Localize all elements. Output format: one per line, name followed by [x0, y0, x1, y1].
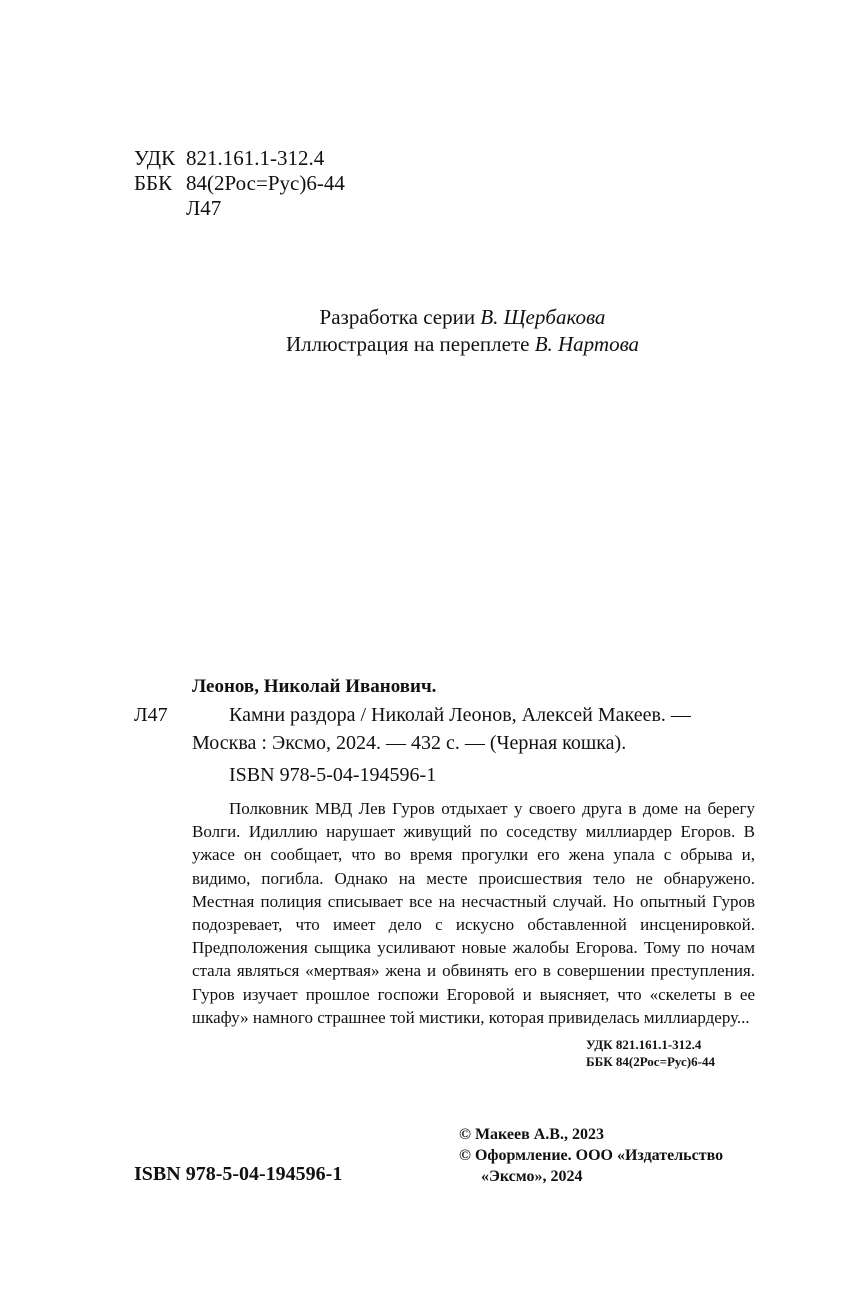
bbk-label: ББК	[134, 171, 173, 195]
udk-small: УДК 821.161.1-312.4	[586, 1037, 702, 1052]
cover-credit-person: В. Нартова	[534, 332, 640, 356]
author-heading: Леонов, Николай Иванович.	[192, 676, 437, 697]
udk-label: УДК	[134, 146, 176, 170]
series-credit-label: Разработка серии	[319, 305, 476, 329]
copyright-publisher	[459, 1166, 582, 1188]
annotation-text: Полковник МВД Лев Гуров отдыхает у своего друга в доме на берегу Волги. Идиллию нарушает живущий по соседству миллиардер Егоров. В ужасе он сообщает, что во время прогулки его жена упала с обрыва и, видимо, погибла. Однако на месте происшествия тело не обнаружено. Местная полиция списывает все на несчастный случай. Но опытный Гуров подозревает, что имеет дело с искусно обставленной инсценировкой. Предположения сыщика усиливают новые жалобы Егорова. Тому по ночам стала являться «мертвая» жена и обвинять его в совершении преступления. Гуров изучает прошлое госпожи Егоровой и выясняет, что «скелеты в ее шкафу» намного страшнее той мистики, которая привиделась миллиардеру...	[192, 799, 755, 1027]
isbn-inline: ISBN 978-5-04-194596-1	[229, 764, 437, 786]
cover-credit	[0, 329, 845, 359]
annotation	[192, 797, 755, 1029]
biblio-line-1: Камни раздора / Николай Леонов, Алексей Макеев. —	[229, 704, 691, 726]
copyright-author: © Макеев А.В., 2023	[459, 1126, 604, 1143]
cover-credit-label: Иллюстрация на переплете	[285, 332, 530, 356]
udk-value: 821.161.1-312.4	[186, 146, 325, 170]
isbn-bottom: ISBN 978-5-04-194596-1	[134, 1163, 343, 1185]
copyright-publisher-text: «Эксмо», 2024	[481, 1168, 583, 1185]
biblio-line-2: Москва : Эксмо, 2024. — 432 с. — (Черная кошка).	[192, 732, 627, 754]
udk-line	[134, 145, 324, 171]
copyright-design: © Оформление. ООО «Издательство	[459, 1147, 724, 1164]
bbk-value: 84(2Рос=Рус)6-44	[186, 171, 345, 195]
bbk-small: ББК 84(2Рос=Рус)6-44	[586, 1054, 715, 1069]
author-mark-top: Л47	[186, 196, 222, 220]
series-credit	[0, 302, 845, 332]
series-credit-person: В. Щербакова	[480, 305, 606, 329]
bbk-line	[134, 170, 345, 196]
author-mark: Л47	[134, 704, 168, 726]
